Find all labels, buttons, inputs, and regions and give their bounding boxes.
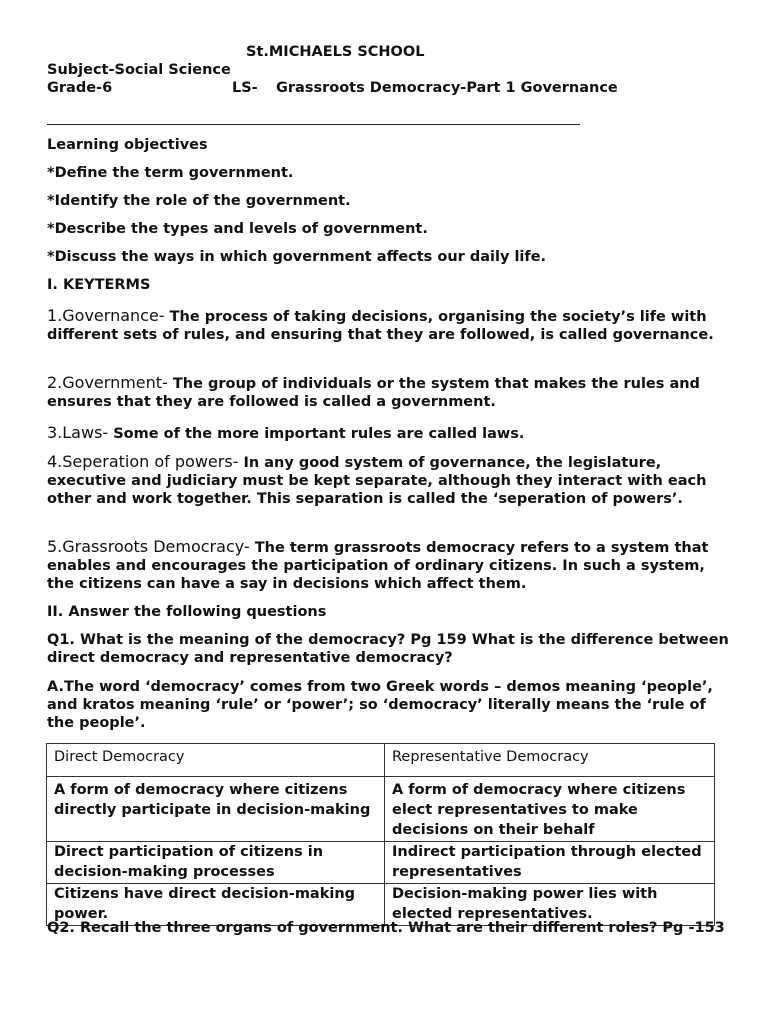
table-cell: A form of democracy where citizens elect representatives to make decisions on their behalf: [385, 777, 715, 842]
objective-item: *Discuss the ways in which government affects our daily life.: [47, 249, 547, 265]
answer-1: A.The word ‘democracy’ comes from two Greek words – demos meaning ‘people’, and kratos meaning ‘rule’ or ‘power’; so ‘democracy’ literally means the ‘rule of the people’.: [47, 679, 713, 731]
table-cell: Decision-making power lies with elected representatives.: [385, 884, 715, 926]
keyterm-number: 4.: [47, 452, 63, 471]
keyterm-number: 2.: [47, 373, 63, 392]
keyterm-title: Seperation of powers-: [62, 452, 239, 471]
table-cell: Citizens have direct decision-making power.: [47, 884, 385, 926]
keyterm-grassroots-democracy: [47, 538, 737, 593]
objectives-heading: Learning objectives: [47, 137, 208, 153]
keyterm-title: Government-: [62, 373, 168, 392]
subject-line: Subject-Social Science: [47, 62, 231, 78]
keyterm-definition: In any good system of governance, the legislature, executive and judiciary must be kept separate, although they interact with each other and work together. This separation is called the ‘seperation of powers’.: [47, 455, 707, 507]
table-cell: Direct participation of citizens in decision-making processes: [47, 842, 385, 884]
keyterm-definition: The process of taking decisions, organising the society’s life with different sets of rules, and ensuring that they are followed, is called governance.: [47, 309, 714, 343]
objective-item: *Describe the types and levels of government.: [47, 221, 428, 237]
table-cell: Indirect participation through elected representatives: [385, 842, 715, 884]
table-row: [47, 777, 715, 842]
democracy-comparison-table: [46, 743, 715, 926]
keyterm-number: 1.: [47, 306, 63, 325]
question-2: Q2. Recall the three organs of government. What are their different roles? Pg -153: [47, 920, 725, 936]
table-header-cell: Direct Democracy: [47, 744, 385, 777]
keyterm-definition: The term grassroots democracy refers to a system that enables and encourages the participation of ordinary citizens. In such a system, the citizens can have a say in decisions which affect them.: [47, 540, 709, 592]
objective-item: *Identify the role of the government.: [47, 193, 351, 209]
keyterm-number: 3.: [47, 423, 63, 442]
school-name: St.MICHAELS SCHOOL: [246, 44, 425, 60]
table-cell: A form of democracy where citizens directly participate in decision-making: [47, 777, 385, 842]
keyterm-government: [47, 374, 737, 411]
keyterm-definition: The group of individuals or the system that makes the rules and ensures that they are followed is called a government.: [47, 376, 700, 410]
table-row: [47, 842, 715, 884]
questions-heading: II. Answer the following questions: [47, 604, 327, 620]
objective-item: *Define the term government.: [47, 165, 294, 181]
table-header-row: [47, 744, 715, 777]
keyterms-heading: I. KEYTERMS: [47, 277, 151, 293]
keyterm-title: Governance-: [62, 306, 165, 325]
keyterm-governance: [47, 307, 737, 344]
ls-label: LS-: [232, 80, 258, 96]
keyterm-number: 5.: [47, 537, 63, 556]
question-1: Q1. What is the meaning of the democracy? Pg 159 What is the difference between direct democracy and representative democracy?: [47, 632, 729, 666]
keyterm-title: Laws-: [62, 423, 109, 442]
keyterm-definition: Some of the more important rules are called laws.: [108, 426, 525, 442]
keyterm-laws: [47, 424, 737, 443]
keyterm-title: Grassroots Democracy-: [62, 537, 250, 556]
keyterm-separation-of-powers: [47, 453, 737, 508]
lesson-title: Grassroots Democracy-Part 1 Governance: [276, 80, 618, 96]
table-header-cell: Representative Democracy: [385, 744, 715, 777]
grade-line: Grade-6: [47, 80, 113, 96]
header-divider: [47, 124, 580, 125]
